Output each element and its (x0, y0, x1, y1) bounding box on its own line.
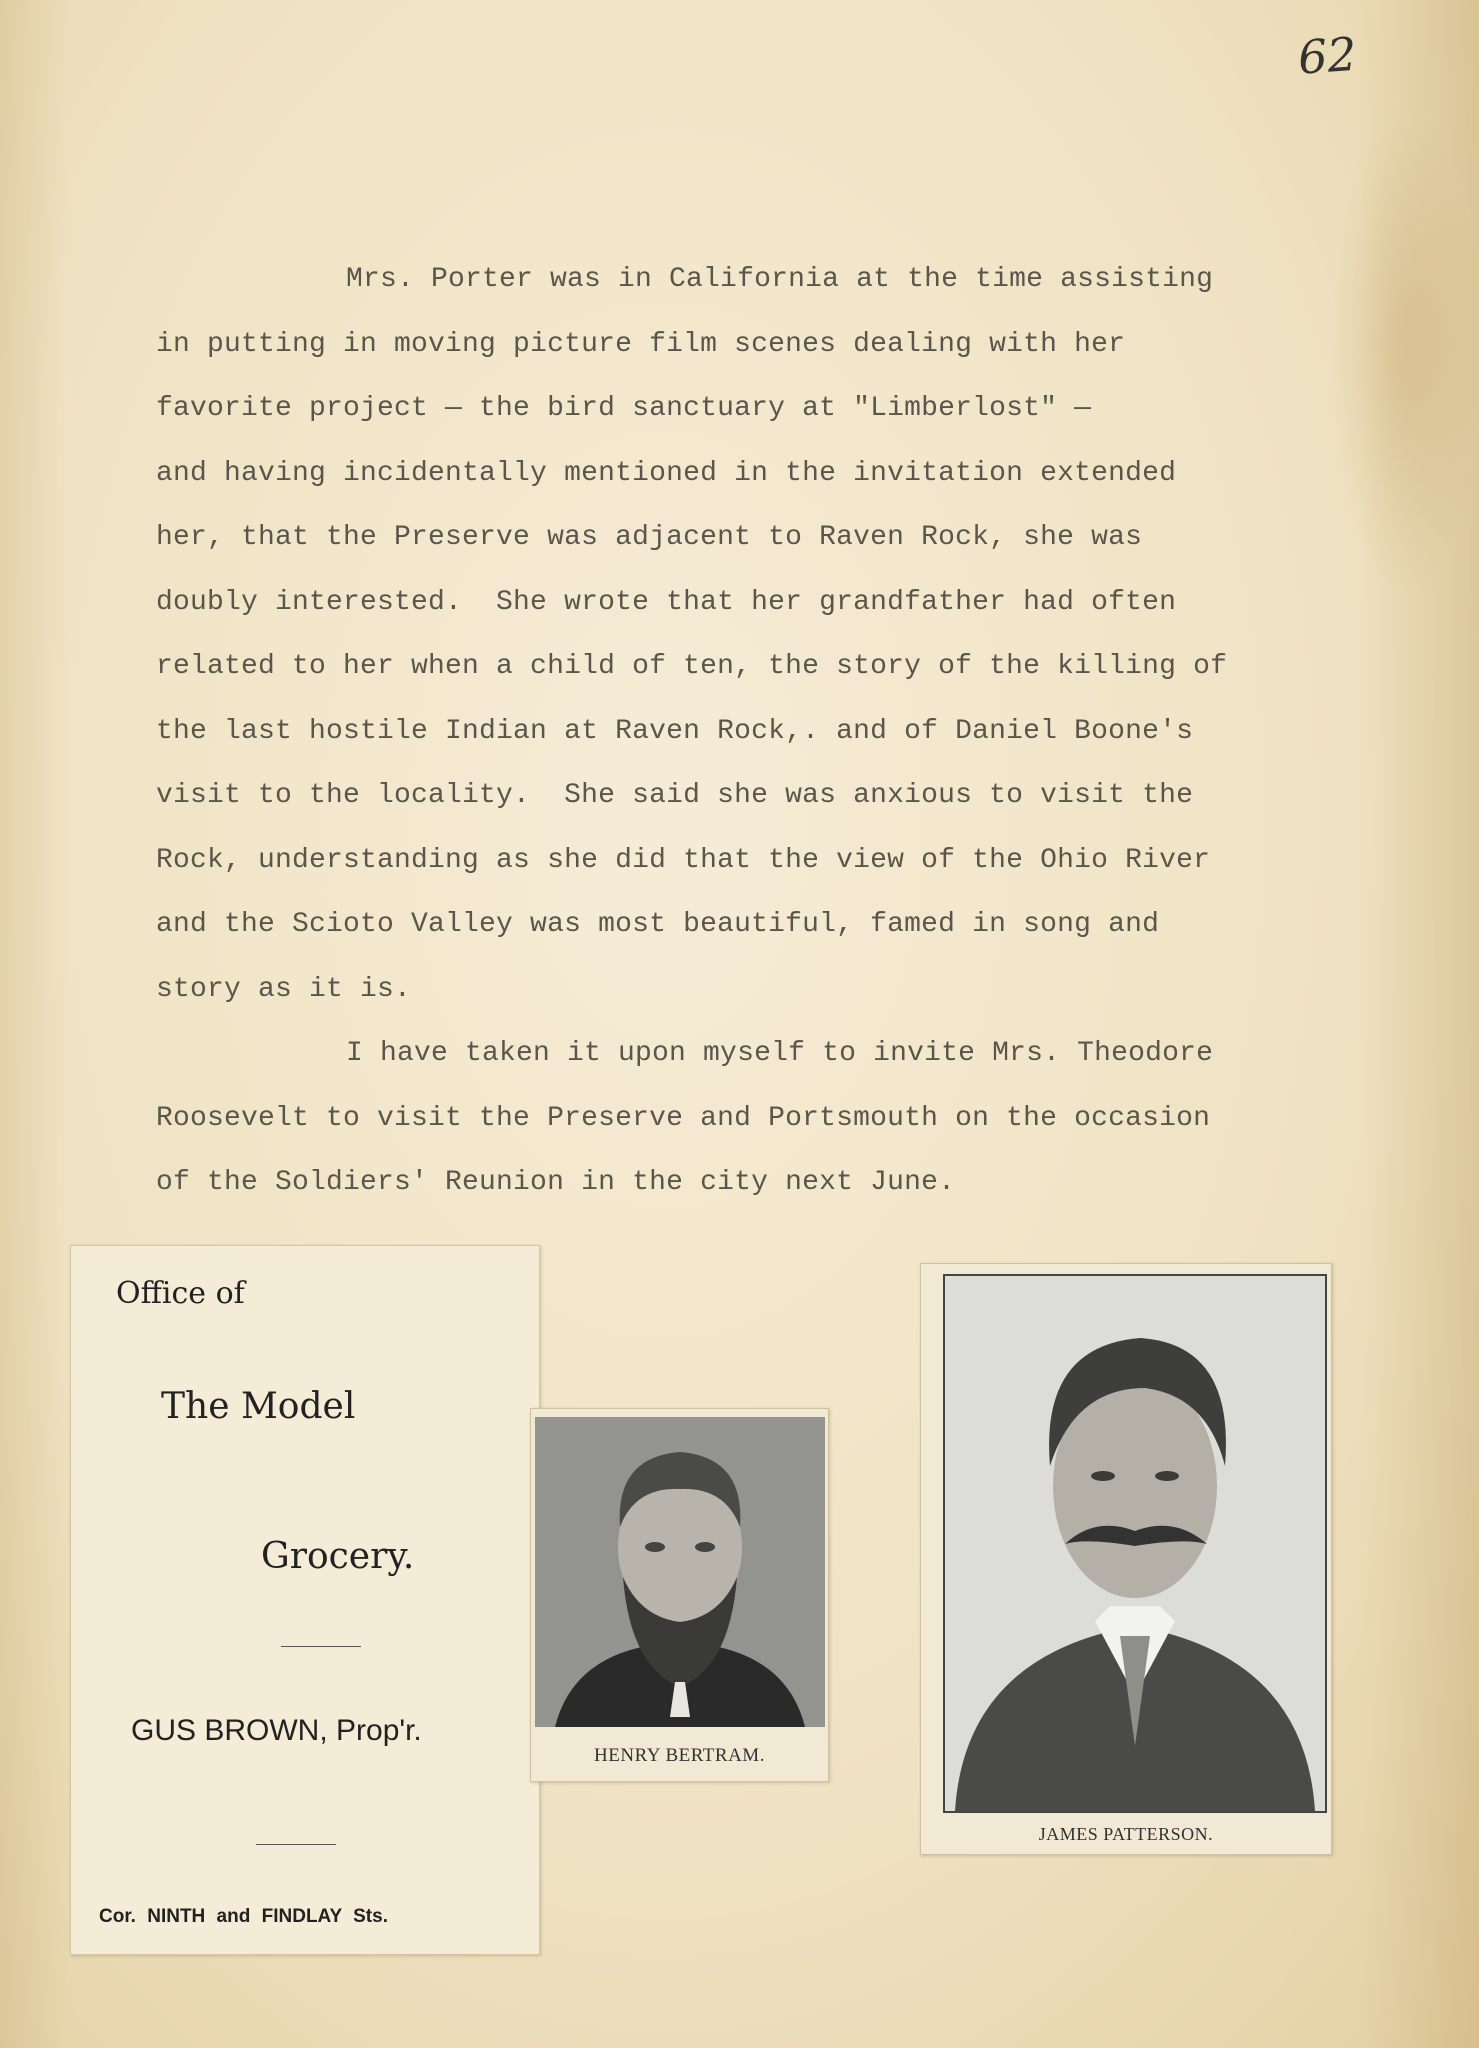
james-patterson-photo-card (920, 1263, 1332, 1855)
letter-line: and having incidentally mentioned in the invitation extended (156, 457, 1177, 489)
portrait-photo (535, 1417, 825, 1727)
letter-line: visit to the locality. She said she was anxious to visit the (156, 780, 1194, 811)
letter-line: in putting in moving picture film scenes dealing with her (156, 328, 1126, 360)
grocery-business-card (70, 1245, 540, 1955)
letter-line: her, that the Preserve was adjacent to Raven Rock, she was (156, 522, 1143, 553)
letter-line: of the Soldiers' Reunion in the city next June. (156, 1167, 956, 1198)
card-business-name-line1: The Model (161, 1386, 356, 1427)
letter-line: Mrs. Porter was in California at the time assisting (346, 264, 1214, 295)
card-business-name-line2: Grocery. (261, 1536, 415, 1577)
james-patterson-caption: JAMES PATTERSON. (1038, 1824, 1214, 1844)
letter-line: Rock, understanding as she did that the view of the Ohio River (156, 844, 1211, 876)
letter-line: story as it is. (156, 973, 412, 1005)
letter-line: favorite project — the bird sanctuary at "Limberlost" — (156, 393, 1092, 424)
letter-line: I have taken it upon myself to invite Mrs. Theodore (346, 1038, 1214, 1069)
card-office-label: Office of (116, 1276, 245, 1311)
letter-line: the last hostile Indian at Raven Rock,. and of Daniel Boone's (156, 715, 1194, 747)
typed-letter (156, 248, 1356, 1216)
mustached-man-portrait-icon (945, 1276, 1325, 1811)
card-address: Cor. NINTH and FINDLAY Sts. (99, 1906, 388, 1927)
paper-edge-shading-left (0, 0, 70, 2048)
portrait-photo (943, 1274, 1327, 1813)
henry-bertram-photo-card (530, 1408, 829, 1782)
letter-line: Roosevelt to visit the Preserve and Portsmouth on the occasion (156, 1102, 1211, 1134)
card-divider (256, 1844, 336, 1845)
bearded-man-portrait-icon (535, 1417, 825, 1727)
letter-line: doubly interested. She wrote that her grandfather had often (156, 586, 1177, 618)
letter-line: and the Scioto Valley was most beautiful, famed in song and (156, 909, 1160, 940)
letter-line: related to her when a child of ten, the story of the killing of (156, 651, 1228, 682)
card-divider (281, 1646, 361, 1647)
henry-bertram-caption: HENRY BERTRAM. (594, 1745, 765, 1766)
page-number: 62 (1296, 26, 1359, 85)
card-proprietor: GUS BROWN, Prop'r. (131, 1714, 422, 1747)
